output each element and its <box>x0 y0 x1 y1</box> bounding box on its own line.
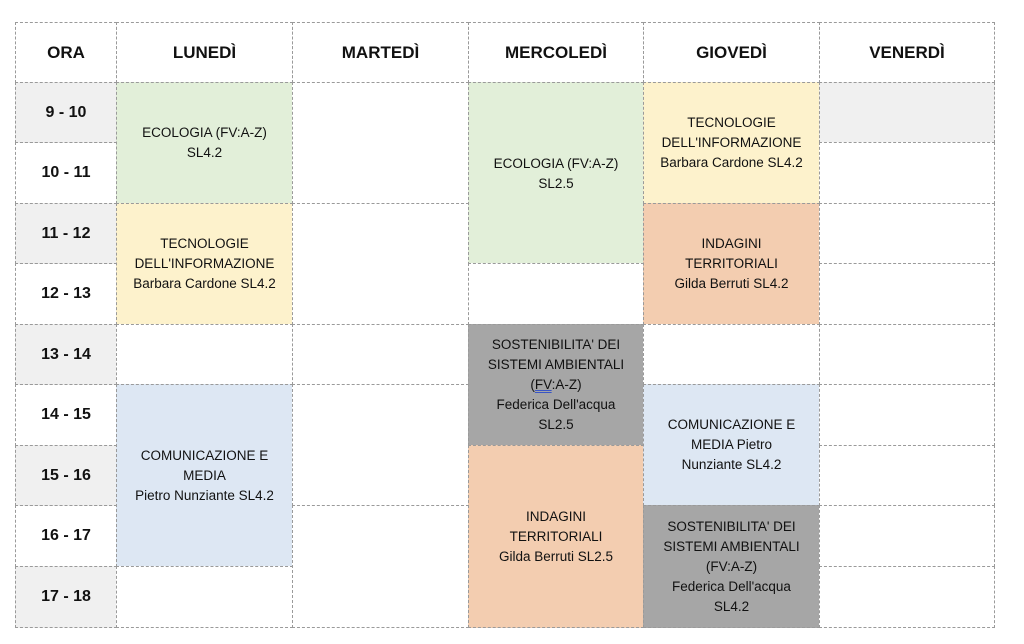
course-group: (FV:A-Z) <box>705 558 758 574</box>
course-tecnologie-giovedi <box>643 82 820 204</box>
timetable <box>15 22 995 628</box>
course-title: INDAGINI <box>525 508 586 524</box>
course-title: TERRITORIALI <box>685 256 778 271</box>
empty-slot <box>643 324 820 385</box>
course-comunicazione-lunedi <box>116 384 293 567</box>
course-title: SOSTENIBILITA' DEI <box>491 337 621 352</box>
course-room: SL4.2 <box>186 145 223 160</box>
course-title: SISTEMI AMBIENTALI <box>487 357 625 372</box>
course-title: DELL'INFORMAZIONE <box>661 135 802 150</box>
course-room: SL4.2 <box>713 598 750 614</box>
spellcheck-underlined-text: FV <box>534 377 552 392</box>
course-sostenibilita-giovedi <box>643 505 820 628</box>
course-title: COMUNICAZIONE E <box>140 447 269 463</box>
course-title: MEDIA Pietro <box>690 437 772 452</box>
course-teacher-room: Gilda Berruti SL2.5 <box>498 548 614 564</box>
course-sostenibilita-mercoledi <box>468 324 644 446</box>
time-slot: 11 - 12 <box>15 203 117 264</box>
time-slot: 15 - 16 <box>15 445 117 506</box>
header-ora: ORA <box>15 22 117 83</box>
course-title: ECOLOGIA (FV:A-Z) <box>493 155 619 171</box>
empty-slot <box>819 445 995 506</box>
header-mercoledi: MERCOLEDÌ <box>468 22 644 83</box>
empty-slot <box>292 505 469 628</box>
empty-slot <box>292 324 469 385</box>
course-room: SL2.5 <box>538 417 574 432</box>
time-slot: 17 - 18 <box>15 566 117 628</box>
empty-slot <box>819 142 995 204</box>
course-teacher-room: Pietro Nunziante SL4.2 <box>135 487 274 503</box>
course-indagini-mercoledi <box>468 445 644 628</box>
course-title: SISTEMI AMBIENTALI <box>663 538 800 554</box>
header-lunedi: LUNEDÌ <box>116 22 293 83</box>
empty-slot <box>292 384 469 506</box>
course-teacher-room: Nunziante SL4.2 <box>681 457 782 472</box>
course-title: COMUNICAZIONE E <box>667 417 796 432</box>
course-indagini-giovedi <box>643 203 820 325</box>
time-slot: 14 - 15 <box>15 384 117 446</box>
course-ecologia-lunedi <box>116 82 293 204</box>
empty-slot <box>292 82 469 204</box>
course-room: SL2.5 <box>538 175 574 191</box>
empty-slot <box>819 384 995 446</box>
course-title: TECNOLOGIE <box>160 236 249 251</box>
time-slot: 16 - 17 <box>15 505 117 567</box>
empty-slot <box>292 203 469 325</box>
course-tecnologie-lunedi <box>116 203 293 325</box>
course-title: ECOLOGIA (FV:A-Z) <box>142 125 267 140</box>
empty-slot <box>116 324 293 385</box>
time-slot: 9 - 10 <box>15 82 117 143</box>
course-comunicazione-giovedi <box>643 384 820 506</box>
course-ecologia-mercoledi <box>468 82 644 265</box>
header-venerdi: VENERDÌ <box>819 22 995 83</box>
header-martedi: MARTEDÌ <box>292 22 469 83</box>
course-title: TECNOLOGIE <box>687 115 776 130</box>
course-title: MEDIA <box>183 467 226 483</box>
course-teacher-room: Barbara Cardone SL4.2 <box>133 276 276 291</box>
course-title: DELL'INFORMAZIONE <box>134 256 275 271</box>
time-slot: 13 - 14 <box>15 324 117 385</box>
course-teacher: Federica Dell'acqua <box>496 397 616 412</box>
course-title: TERRITORIALI <box>509 528 603 544</box>
course-title: INDAGINI <box>701 236 762 251</box>
course-group: (FV:A-Z) <box>530 377 582 392</box>
empty-slot <box>819 203 995 264</box>
course-teacher-room: Gilda Berruti SL4.2 <box>674 276 789 291</box>
course-title: SOSTENIBILITA' DEI <box>667 518 796 534</box>
empty-slot <box>819 324 995 385</box>
empty-slot <box>819 263 995 325</box>
time-slot: 12 - 13 <box>15 263 117 325</box>
header-giovedi: GIOVEDÌ <box>643 22 820 83</box>
empty-slot <box>468 263 644 325</box>
empty-slot <box>819 566 995 628</box>
empty-slot <box>819 82 995 143</box>
empty-slot <box>116 566 293 628</box>
time-slot: 10 - 11 <box>15 142 117 204</box>
course-teacher: Federica Dell'acqua <box>672 578 791 594</box>
course-teacher-room: Barbara Cardone SL4.2 <box>660 155 803 170</box>
empty-slot <box>819 505 995 567</box>
